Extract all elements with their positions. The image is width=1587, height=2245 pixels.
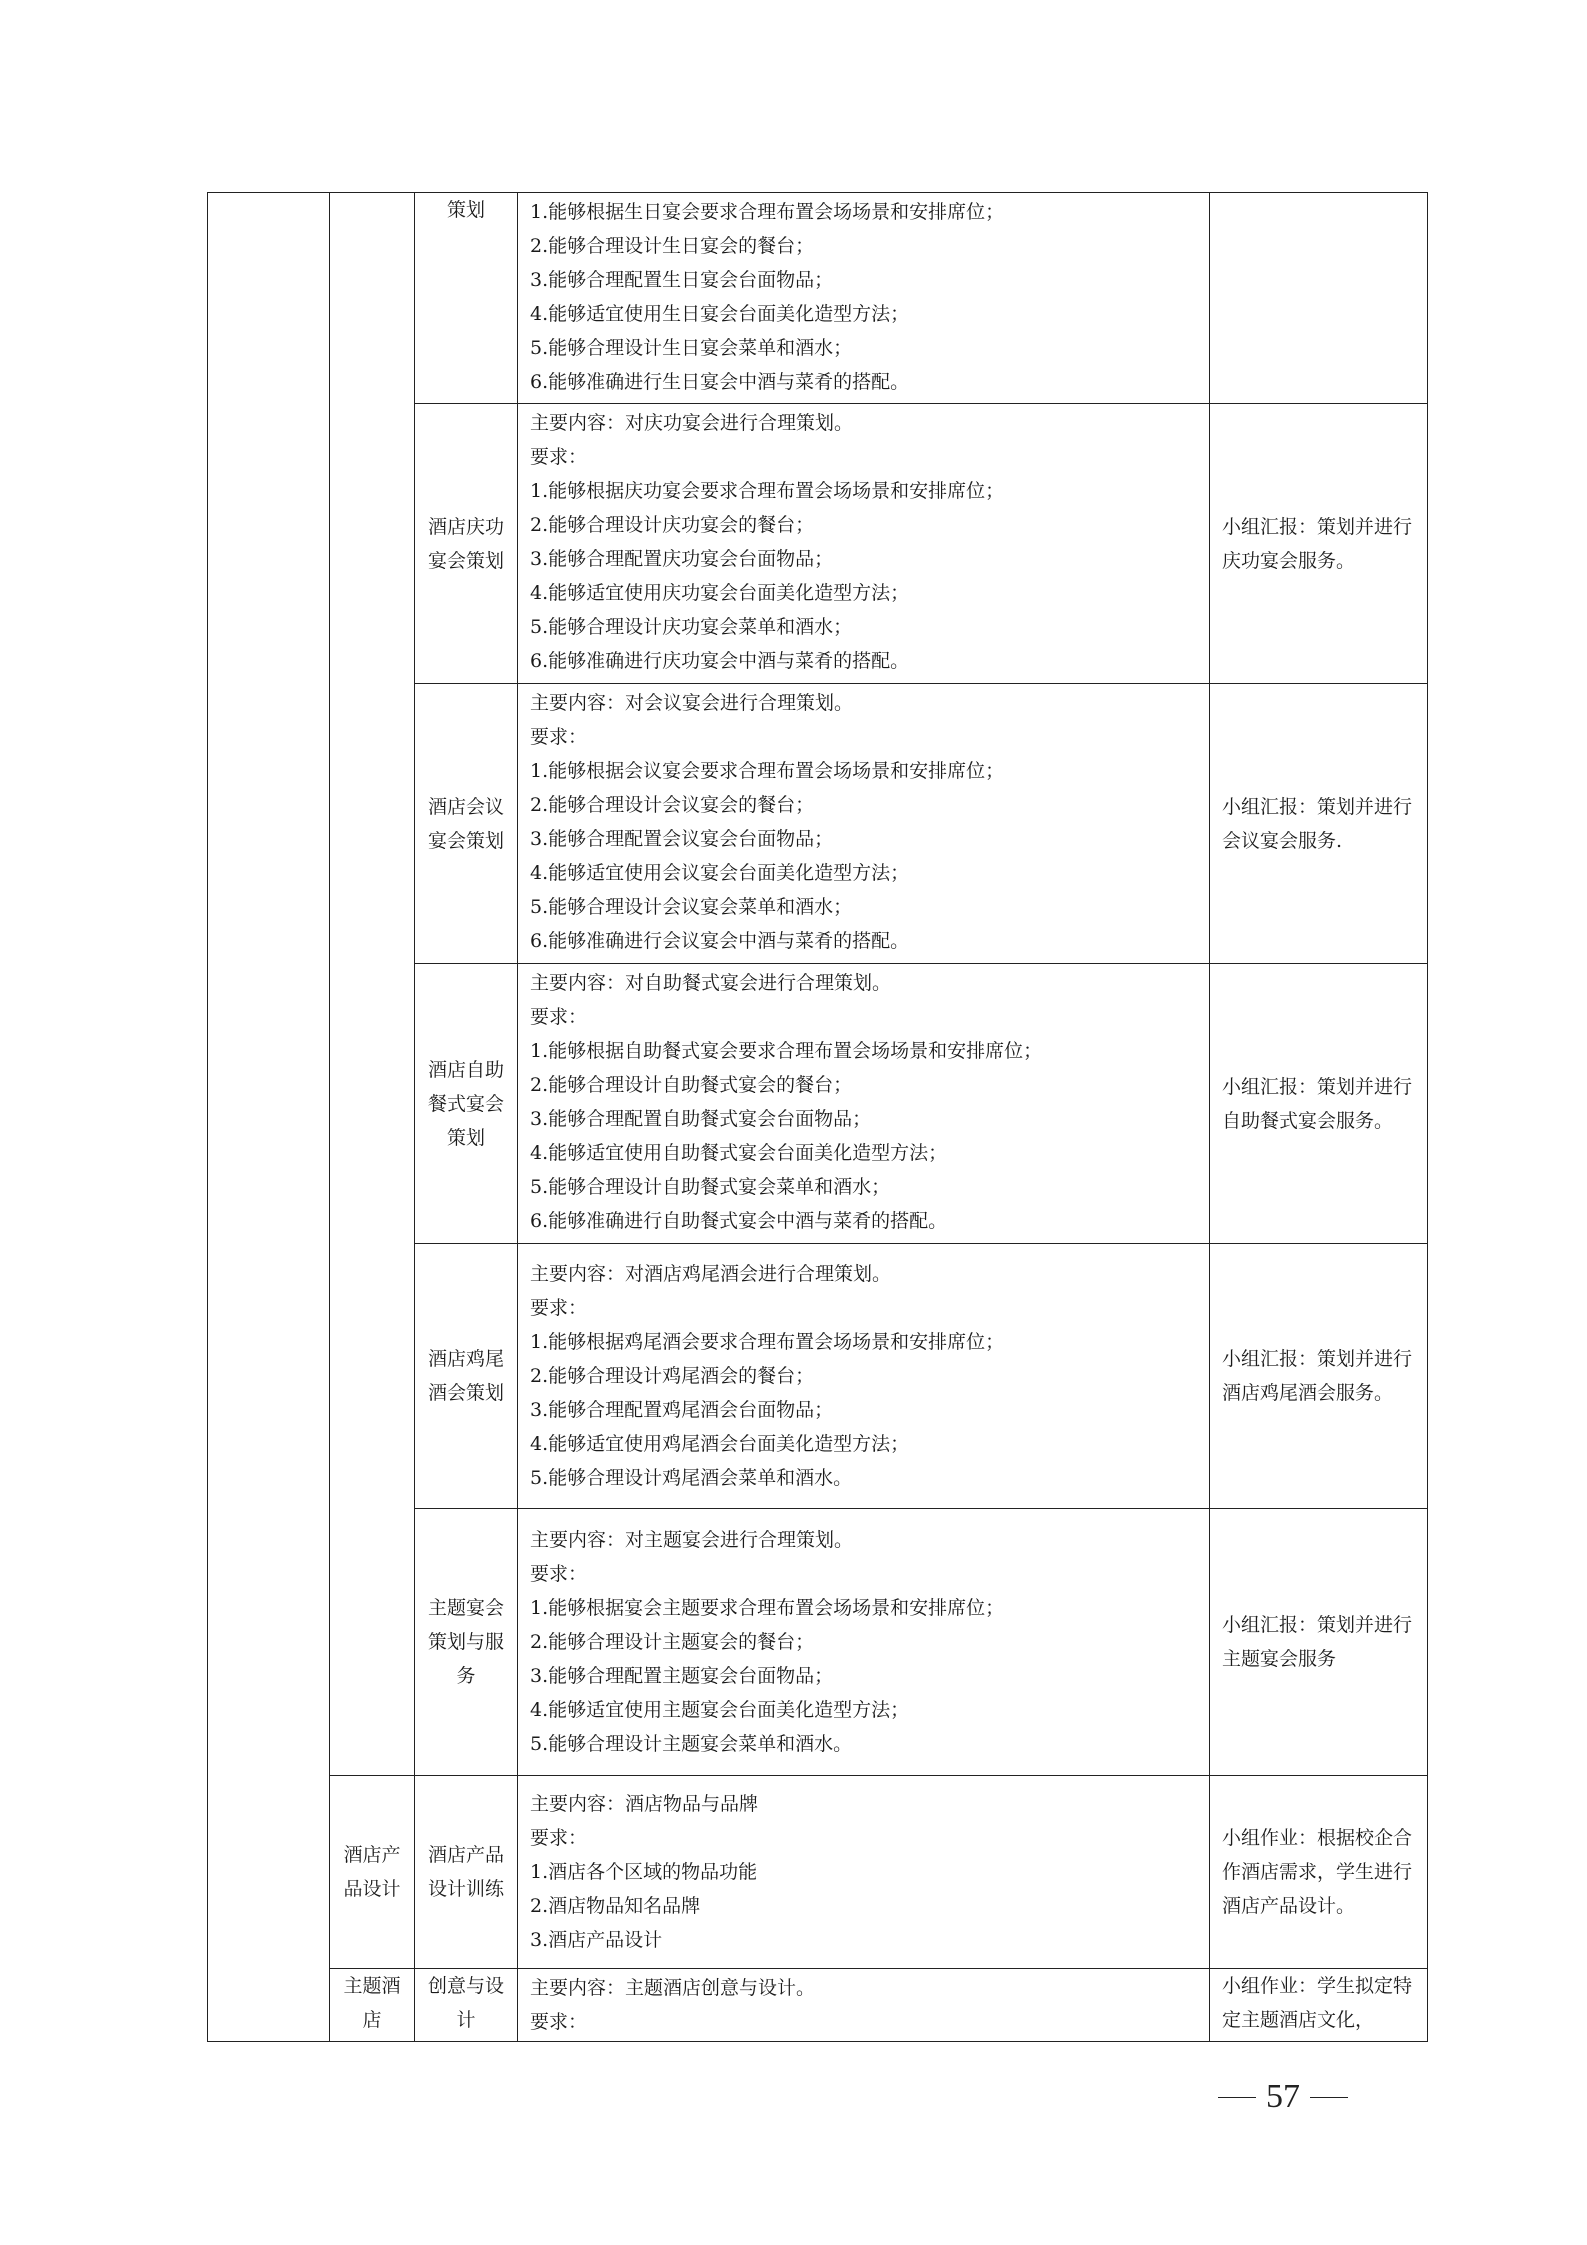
assessment-cell: 小组汇报：策划并进行主题宴会服务 — [1210, 1509, 1428, 1776]
task-name-cell: 酒店会议宴会策划 — [415, 684, 518, 964]
assessment-cell: 小组汇报：策划并进行会议宴会服务. — [1210, 684, 1428, 964]
content-line: 3.能够合理配置庆功宴会台面物品； — [530, 548, 834, 570]
content-line: 4.能够适宜使用鸡尾酒会台面美化造型方法； — [530, 1433, 910, 1455]
task-name-cell: 酒店产品设计训练 — [415, 1776, 518, 1969]
content-line: 2.能够合理设计庆功宴会的餐台； — [530, 514, 815, 536]
assessment-cell: 小组作业：根据校企合作酒店需求，学生进行酒店产品设计。 — [1210, 1776, 1428, 1969]
course-content-table — [207, 192, 1428, 2042]
task-name-cell: 创意与设计 — [415, 1969, 518, 2042]
page-number — [1213, 2072, 1353, 2122]
content-line: 6.能够准确进行庆功宴会中酒与菜肴的搭配。 — [530, 650, 910, 672]
task-content-cell — [518, 1244, 1210, 1509]
page-number-dash-right — [1310, 2097, 1348, 2098]
content-line: 4.能够适宜使用庆功宴会台面美化造型方法； — [530, 582, 910, 604]
content-line: 2.能够合理设计主题宴会的餐台； — [530, 1631, 815, 1653]
content-line: 主要内容：对自助餐式宴会进行合理策划。 — [530, 972, 892, 994]
content-line: 要求： — [530, 1006, 588, 1028]
content-line: 1.能够根据自助餐式宴会要求合理布置会场场景和安排席位； — [530, 1040, 1043, 1062]
content-line: 主要内容：对酒店鸡尾酒会进行合理策划。 — [530, 1263, 892, 1285]
content-line: 6.能够准确进行自助餐式宴会中酒与菜肴的搭配。 — [530, 1210, 948, 1232]
module-cell — [208, 193, 330, 2042]
content-line: 1.能够根据庆功宴会要求合理布置会场场景和安排席位； — [530, 480, 1005, 502]
content-line: 4.能够适宜使用会议宴会台面美化造型方法； — [530, 862, 910, 884]
category-cell: 酒店产品设计 — [330, 1776, 415, 1969]
content-line: 4.能够适宜使用生日宴会台面美化造型方法； — [530, 303, 910, 325]
content-line: 要求： — [530, 1563, 588, 1585]
task-content-cell — [518, 684, 1210, 964]
task-name-cell: 酒店自助餐式宴会策划 — [415, 964, 518, 1244]
content-line: 5.能够合理设计主题宴会菜单和酒水。 — [530, 1733, 853, 1755]
content-line: 3.能够合理配置鸡尾酒会台面物品； — [530, 1399, 834, 1421]
content-line: 5.能够合理设计自助餐式宴会菜单和酒水； — [530, 1176, 891, 1198]
task-content-cell — [518, 964, 1210, 1244]
content-line: 5.能够合理设计会议宴会菜单和酒水； — [530, 896, 853, 918]
assessment-cell — [1210, 193, 1428, 404]
content-line: 要求： — [530, 1297, 588, 1319]
table-row — [208, 193, 1428, 404]
content-line: 1.能够根据会议宴会要求合理布置会场场景和安排席位； — [530, 760, 1005, 782]
content-line: 3.能够合理配置自助餐式宴会台面物品； — [530, 1108, 872, 1130]
assessment-cell: 小组汇报：策划并进行酒店鸡尾酒会服务。 — [1210, 1244, 1428, 1509]
task-content-cell — [518, 1776, 1210, 1969]
content-line: 2.能够合理设计自助餐式宴会的餐台； — [530, 1074, 853, 1096]
task-content-cell — [518, 1969, 1210, 2042]
content-line: 2.能够合理设计鸡尾酒会的餐台； — [530, 1365, 815, 1387]
content-line: 5.能够合理设计庆功宴会菜单和酒水； — [530, 616, 853, 638]
task-content-cell — [518, 404, 1210, 684]
assessment-cell: 小组作业：学生拟定特定主题酒店文化， — [1210, 1969, 1428, 2042]
task-name-cell: 主题宴会策划与服务 — [415, 1509, 518, 1776]
content-line: 2.能够合理设计生日宴会的餐台； — [530, 235, 815, 257]
category-cell — [330, 193, 415, 1776]
assessment-cell: 小组汇报：策划并进行庆功宴会服务。 — [1210, 404, 1428, 684]
content-line: 要求： — [530, 1827, 588, 1849]
content-line: 6.能够准确进行会议宴会中酒与菜肴的搭配。 — [530, 930, 910, 952]
content-line: 主要内容：对庆功宴会进行合理策划。 — [530, 412, 854, 434]
content-line: 要求： — [530, 2011, 588, 2033]
category-cell: 主题酒店 — [330, 1969, 415, 2042]
task-content-cell — [518, 193, 1210, 404]
content-line: 5.能够合理设计鸡尾酒会菜单和酒水。 — [530, 1467, 853, 1489]
content-line: 1.能够根据生日宴会要求合理布置会场场景和安排席位； — [530, 201, 1005, 223]
content-line: 主要内容：对主题宴会进行合理策划。 — [530, 1529, 854, 1551]
content-line: 3.能够合理配置会议宴会台面物品； — [530, 828, 834, 850]
content-line: 2.能够合理设计会议宴会的餐台； — [530, 794, 815, 816]
page-number-value: 57 — [1266, 2078, 1300, 2115]
content-line: 2.酒店物品知名品牌 — [530, 1895, 701, 1917]
content-line: 1.能够根据宴会主题要求合理布置会场场景和安排席位； — [530, 1597, 1005, 1619]
page-number-dash-left — [1218, 2097, 1256, 2098]
content-line: 3.能够合理配置生日宴会台面物品； — [530, 269, 834, 291]
content-line: 3.能够合理配置主题宴会台面物品； — [530, 1665, 834, 1687]
table-row — [208, 1776, 1428, 1969]
content-line: 4.能够适宜使用主题宴会台面美化造型方法； — [530, 1699, 910, 1721]
content-line: 1.酒店各个区域的物品功能 — [530, 1861, 758, 1883]
content-line: 1.能够根据鸡尾酒会要求合理布置会场场景和安排席位； — [530, 1331, 1005, 1353]
content-line: 主要内容：主题酒店创意与设计。 — [530, 1977, 816, 1999]
table-row — [208, 1969, 1428, 2042]
content-line: 3.酒店产品设计 — [530, 1929, 663, 1951]
content-line: 4.能够适宜使用自助餐式宴会台面美化造型方法； — [530, 1142, 948, 1164]
content-line: 6.能够准确进行生日宴会中酒与菜肴的搭配。 — [530, 371, 910, 393]
task-name-cell: 酒店庆功宴会策划 — [415, 404, 518, 684]
task-name-cell: 策划 — [415, 193, 518, 404]
content-line: 要求： — [530, 446, 588, 468]
content-line: 5.能够合理设计生日宴会菜单和酒水； — [530, 337, 853, 359]
task-content-cell — [518, 1509, 1210, 1776]
content-line: 主要内容：对会议宴会进行合理策划。 — [530, 692, 854, 714]
task-name-cell: 酒店鸡尾酒会策划 — [415, 1244, 518, 1509]
content-line: 主要内容：酒店物品与品牌 — [530, 1793, 759, 1815]
assessment-cell: 小组汇报：策划并进行自助餐式宴会服务。 — [1210, 964, 1428, 1244]
content-line: 要求： — [530, 726, 588, 748]
